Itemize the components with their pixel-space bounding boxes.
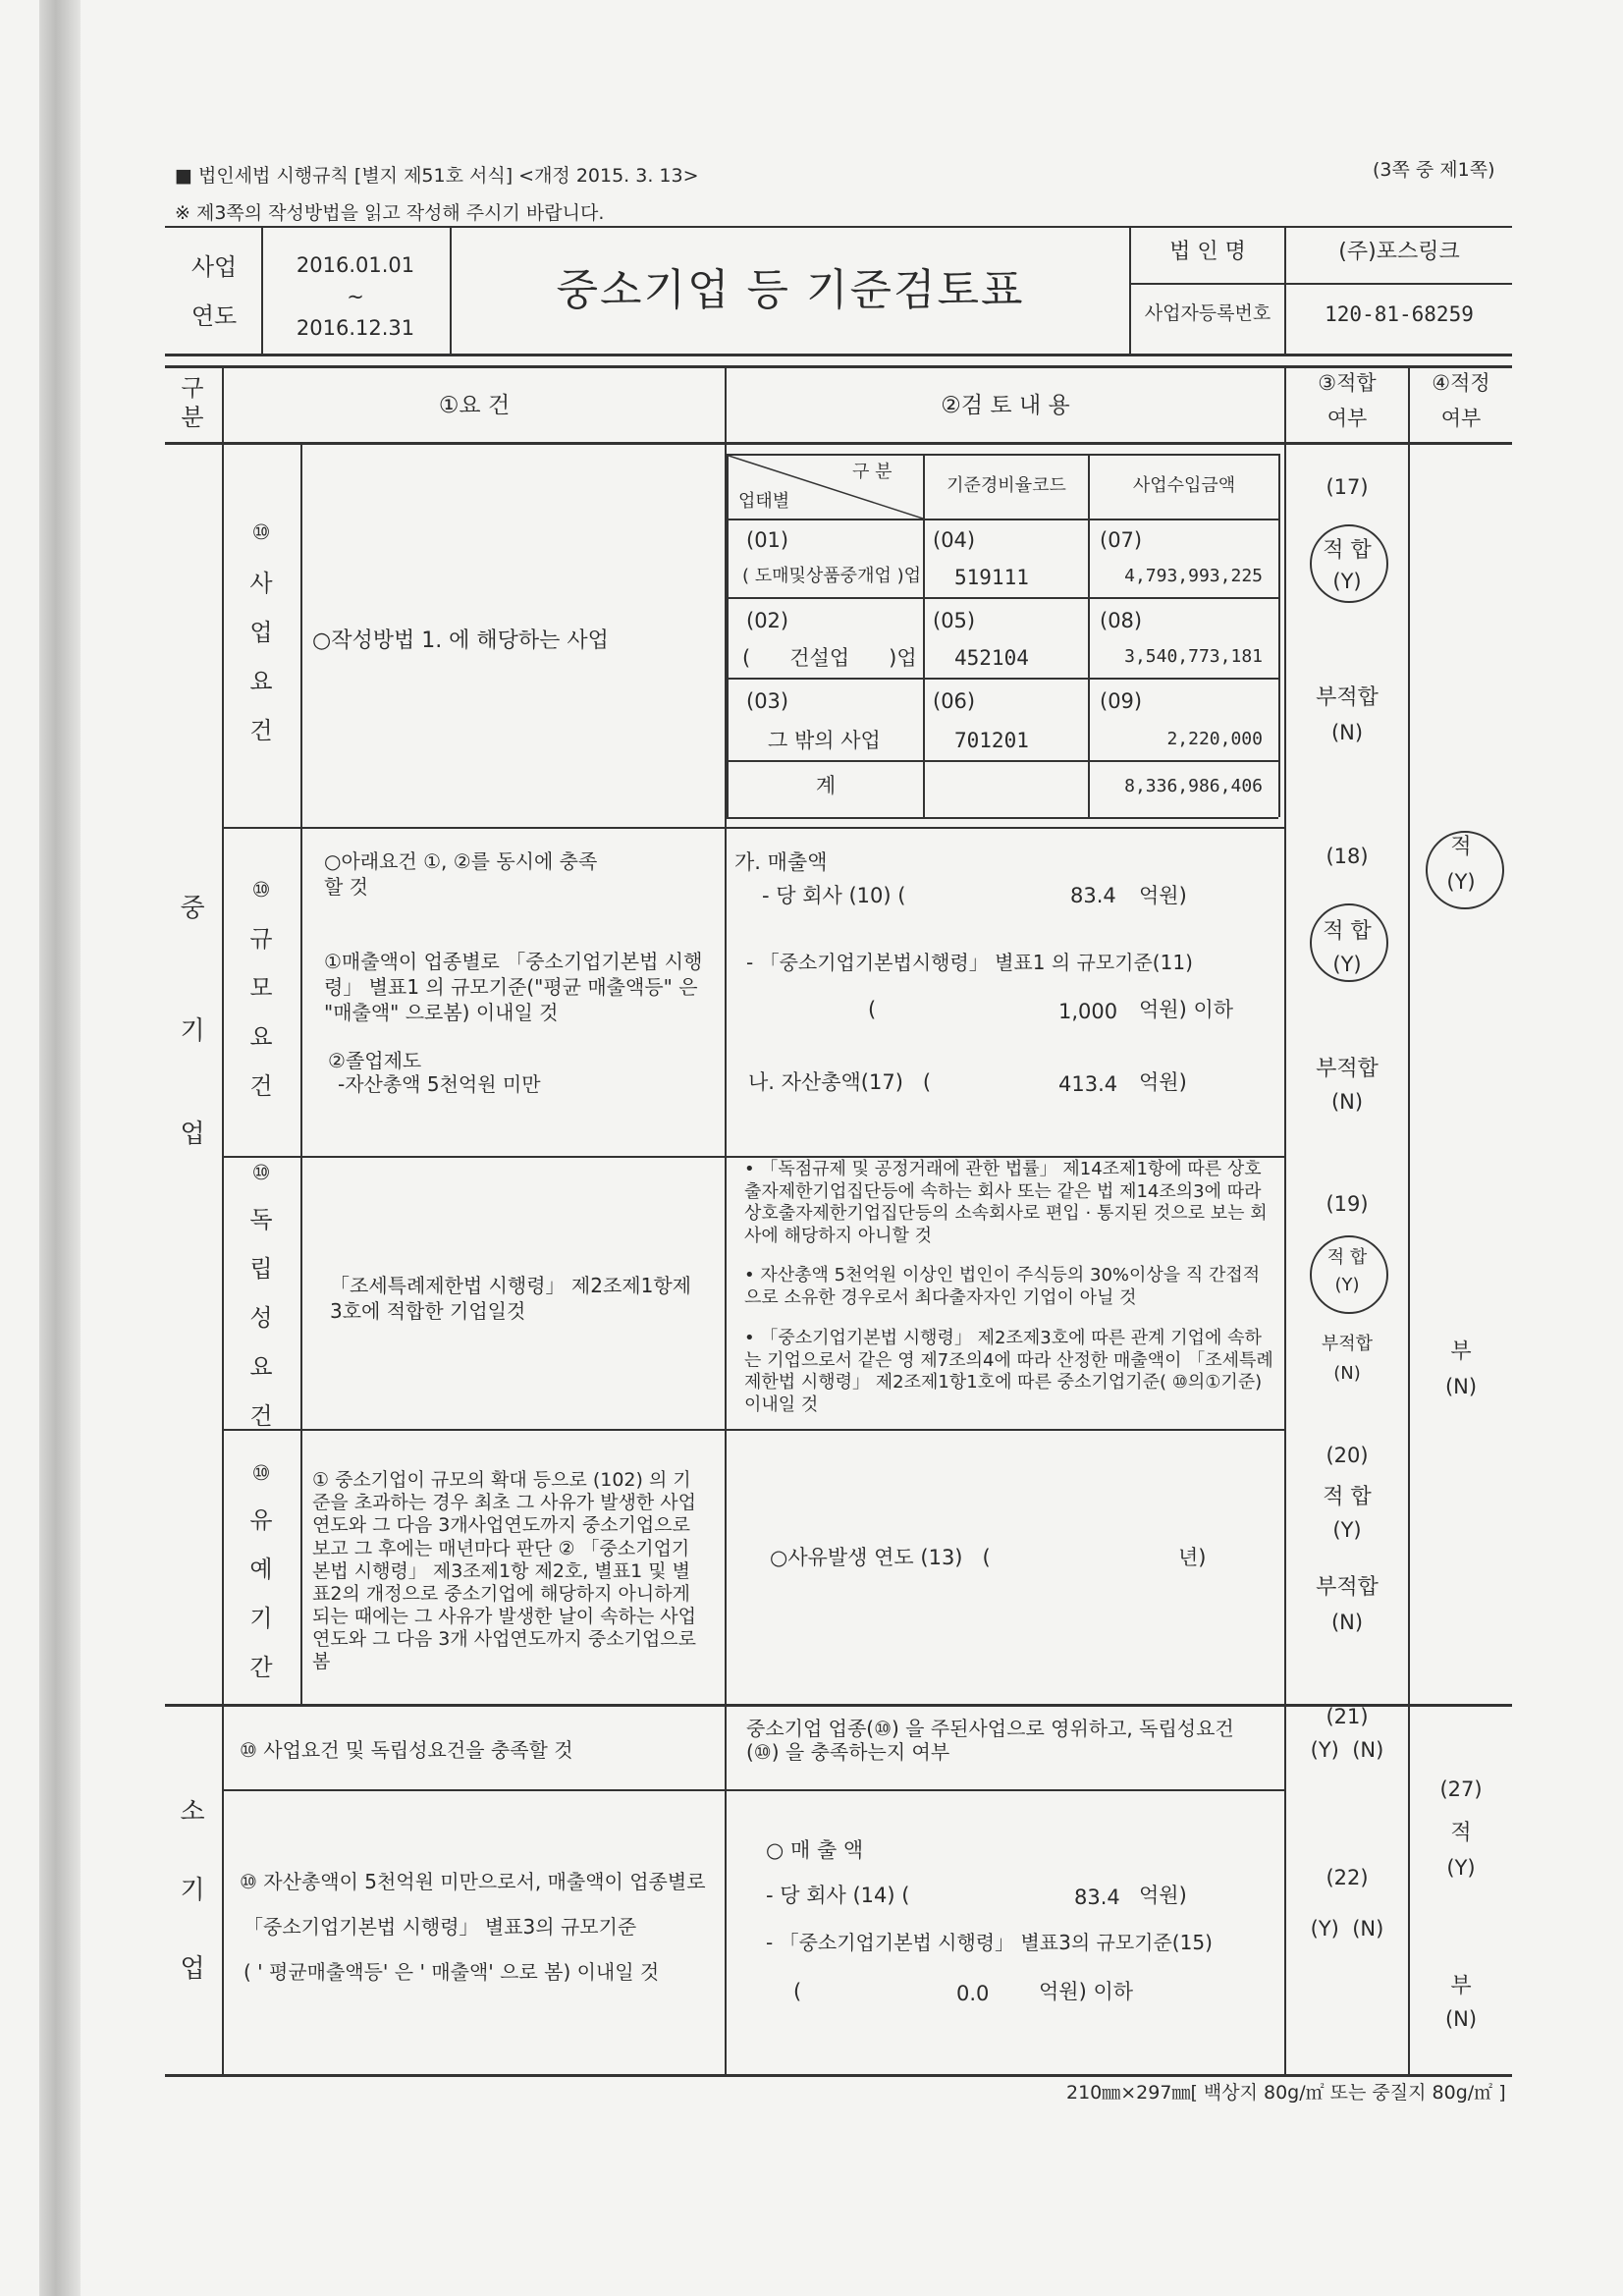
r105-fit-yn: (Y) (N): [1310, 1738, 1384, 1762]
r104-label-3: 기: [249, 1605, 273, 1632]
r104-fit-yes-y: (Y): [1332, 1518, 1362, 1542]
sme-label-3: 업: [180, 1120, 205, 1149]
sme-proper-yes: 적: [1450, 835, 1472, 859]
r101-label-3: 요: [249, 668, 273, 695]
fit-header: ③적합: [1318, 371, 1377, 395]
small-proper-no-n: (N): [1444, 2007, 1478, 2031]
r103-fit-yes-y: (Y): [1334, 1275, 1360, 1295]
r102-review-standard-open: (: [868, 998, 877, 1021]
r101-number: ⑩: [251, 520, 271, 544]
small-proper-yes-y: (Y): [1446, 1856, 1476, 1880]
row3-no-09: (09): [1100, 689, 1143, 713]
r102-fit-yes-y: (Y): [1332, 953, 1362, 976]
date-tilde: ~: [347, 285, 364, 308]
inner-hdr-amount: 사업수입금액: [1132, 475, 1236, 496]
r103-label-4: 요: [249, 1353, 273, 1381]
r103-review-3: • 「중소기업기본법 시행령」 제2조제3호에 따른 관계 기업에 속하는 기업으로서 같은 영 제7조의4에 따라 산정한 매출액이 「조세특례제한법 시행령」 제2조제1항1호에 따른 중소기업기준( ⑩의①기준) 이내일 것: [744, 1328, 1273, 1415]
total-label: 계: [815, 774, 837, 797]
row1-code: 519111: [954, 566, 1029, 589]
r101-label-1: 사: [249, 570, 273, 597]
r102-label-2: 모: [249, 974, 273, 1002]
r106-review-standard-value: 0.0: [956, 1982, 990, 2005]
r106-fit-yn: (Y) (N): [1310, 1917, 1384, 1941]
small-label-1: 소: [180, 1797, 205, 1827]
year-label-1: 사업: [190, 253, 238, 281]
row3-no-03: (03): [746, 689, 789, 713]
r102-fit-no: 부적합: [1316, 1057, 1379, 1081]
r102-req-graduation: ②졸업제도: [328, 1049, 422, 1072]
r102-label-3: 요: [249, 1023, 273, 1051]
r101-label-2: 업: [249, 619, 273, 646]
sme-proper-no: 부: [1450, 1339, 1472, 1364]
r102-fit-yes: 적 합: [1323, 919, 1372, 944]
fit-header-2: 여부: [1326, 407, 1368, 430]
r105-fit-number: (21): [1325, 1705, 1369, 1728]
date-to: 2016.12.31: [296, 316, 415, 340]
sme-label-1: 중: [180, 894, 205, 923]
r102-review-standard-value: 1,000: [1058, 1000, 1118, 1023]
r101-requirement: ○작성방법 1. 에 해당하는 사업: [312, 629, 609, 653]
r104-fit-yes: 적 합: [1323, 1485, 1372, 1509]
inner-hdr-industry: 업태별: [738, 491, 790, 512]
row3-code: 701201: [954, 729, 1029, 752]
inner-hdr-code: 기준경비율코드: [947, 475, 1066, 496]
row3-no-06: (06): [933, 689, 976, 713]
r105-requirement: ⑩ 사업요건 및 독립성요건을 충족할 것: [240, 1738, 573, 1762]
r102-review-standard-unit: 억원) 이하: [1139, 998, 1234, 1021]
r103-fit-yes: 적 합: [1326, 1247, 1368, 1268]
row1-no-04: (04): [933, 528, 976, 552]
r102-label-1: 규: [249, 925, 273, 953]
r103-label-5: 건: [249, 1402, 273, 1430]
r102-review-sales: 가. 매출액: [734, 850, 828, 874]
date-from: 2016.01.01: [296, 253, 415, 277]
r106-review-standard: - 「중소기업기본법 시행령」 별표3의 규모기준(15): [766, 1931, 1213, 1954]
r102-fit-number: (18): [1325, 845, 1369, 868]
paper-spec: 210㎜×297㎜[ 백상지 80g/㎡ 또는 중질지 80g/㎡ ]: [1066, 2082, 1506, 2104]
r106-fit-number: (22): [1325, 1866, 1369, 1889]
r104-number: ⑩: [251, 1461, 271, 1485]
binding-shadow: [39, 0, 81, 2296]
small-proper-no: 부: [1450, 1974, 1472, 1998]
r104-fit-number: (20): [1325, 1444, 1369, 1467]
r102-review-assets: 나. 자산총액(17) (: [748, 1070, 932, 1094]
row1-no-07: (07): [1100, 528, 1143, 552]
r106-review-standard-unit: 억원) 이하: [1039, 1980, 1134, 2003]
row1-no-01: (01): [746, 528, 789, 552]
small-proper-number: (27): [1439, 1777, 1483, 1801]
row3-industry: 그 밖의 사업: [768, 729, 881, 752]
r102-fit-no-n: (N): [1330, 1090, 1364, 1114]
r101-fit-number: (17): [1325, 475, 1369, 499]
r102-req-assets: -자산총액 5천억원 미만: [338, 1072, 541, 1096]
form-reference: ■ 법인세법 시행규칙 [별지 제51호 서식] <개정 2015. 3. 13>: [175, 165, 699, 187]
r106-review-company-value: 83.4: [1074, 1886, 1120, 1909]
r103-review-1: • 「독점규제 및 공정거래에 관한 법률」 제14조제1항에 따른 상호출자제한기업집단등에 속하는 회사 또는 같은 법 제14조의3에 따라 상호출자제한기업집단등의 소속회사로 편입 · 통지된 것으로 보는 회사에 해당하지 아니할 것: [744, 1159, 1268, 1246]
small-label-3: 업: [180, 1954, 205, 1984]
r101-label-4: 건: [249, 717, 273, 744]
review-header: ②검 토 내 용: [941, 393, 1070, 418]
r103-fit-no: 부적합: [1321, 1334, 1374, 1354]
r102-review-company: - 당 회사 (10) (: [762, 884, 906, 907]
r103-label-3: 성: [249, 1304, 273, 1332]
r104-fit-no: 부적합: [1316, 1575, 1379, 1600]
r104-label-1: 유: [249, 1506, 273, 1534]
r101-fit-yes-y: (Y): [1332, 570, 1362, 593]
r103-requirement: 「조세특례제한법 시행령」 제2조제1항제3호에 적합한 기업일것: [330, 1274, 691, 1323]
r104-fit-no-n: (N): [1330, 1611, 1364, 1634]
r105-review: 중소기업 업종(⑩) 을 주된사업으로 영위하고, 독립성요건(⑩) 을 충족하는지 여부: [746, 1717, 1234, 1764]
corp-name: (주)포스링크: [1338, 240, 1460, 264]
r101-fit-no-n: (N): [1330, 721, 1364, 744]
row2-industry: ( 건설업 )업: [742, 646, 917, 670]
row2-code: 452104: [954, 646, 1029, 670]
r102-review-standard: - 「중소기업기본법시행령」 별표1 의 규모기준(11): [746, 951, 1193, 974]
row2-no-05: (05): [933, 609, 976, 632]
r101-fit-yes: 적 합: [1323, 538, 1372, 563]
proper-header-2: 여부: [1440, 407, 1482, 430]
sme-proper-no-n: (N): [1444, 1375, 1478, 1398]
biz-no: 120-81-68259: [1325, 302, 1474, 326]
sme-label-2: 기: [180, 1016, 205, 1046]
r106-review-standard-open: (: [793, 1980, 802, 2003]
r106-review-company: - 당 회사 (14) (: [766, 1884, 910, 1907]
sme-proper-yes-y: (Y): [1446, 870, 1476, 894]
r102-label-4: 건: [249, 1072, 273, 1100]
r103-fit-no-n: (N): [1333, 1363, 1361, 1384]
division-header: 구분: [181, 374, 204, 431]
r102-req-sales: ①매출액이 업종별로 「중소기업기본법 시행령」 별표1 의 규모기준("평균 매출액등" 은 "매출액" 으로봄) 이내일 것: [324, 950, 703, 1024]
row1-amount: 4,793,993,225: [1124, 566, 1263, 586]
row2-no-08: (08): [1100, 609, 1143, 632]
instruction-note: ※ 제3쪽의 작성방법을 읽고 작성해 주시기 바랍니다.: [175, 202, 605, 224]
r102-review-assets-value: 413.4: [1058, 1072, 1118, 1096]
proper-header: ④적정: [1432, 371, 1490, 395]
year-label-2: 연도: [190, 302, 238, 330]
r102-review-company-value: 83.4: [1070, 884, 1116, 907]
r106-req-2: 「중소기업기본법 시행령」 별표3의 규모기준: [243, 1915, 637, 1939]
document-title: 중소기업 등 기준검토표: [556, 265, 1025, 315]
r104-label-2: 예: [249, 1556, 273, 1583]
r103-fit-number: (19): [1325, 1192, 1369, 1216]
small-label-2: 기: [180, 1876, 205, 1905]
page-number: (3쪽 중 제1쪽): [1373, 159, 1495, 181]
r104-review-unit: 년): [1178, 1546, 1207, 1569]
r103-label-2: 립: [249, 1255, 273, 1283]
r104-requirement: ① 중소기업이 규모의 확대 등으로 (102) 의 기준을 초과하는 경우 최초 그 사유가 발생한 사업연도와 그 다음 3개사업연도까지 중소기업으로 보고 그 후에는 매년마다 판단 ② 「중소기업기본법 시행령」 제3조제1항 제2호, 별표1 및 별표2의 개정으로 중소기업에 해당하지 아니하게 되는 때에는 그 사유가 발생한 날이 속하는 사업연도와 그 다음 3개 사업연도까지 중소기업으로 봄: [312, 1469, 697, 1673]
small-proper-yes: 적: [1450, 1821, 1472, 1845]
inner-hdr-division: 구 분: [852, 462, 893, 482]
r102-review-company-unit: 억원): [1139, 884, 1187, 907]
requirement-header: ①요 건: [438, 393, 511, 418]
r102-req-intro: ○아래요건 ①, ②를 동시에 충족할 것: [324, 849, 598, 899]
biz-no-label: 사업자등록번호: [1144, 302, 1271, 324]
r104-review: ○사유발생 연도 (13) (: [770, 1546, 991, 1569]
r104-label-4: 간: [249, 1654, 273, 1681]
corp-name-label: 법 인 명: [1169, 240, 1246, 264]
r106-req-3: ( ' 평균매출액등' 은 ' 매출액' 으로 봄) 이내일 것: [243, 1960, 660, 1984]
r102-review-assets-unit: 억원): [1139, 1070, 1187, 1094]
r106-review-company-unit: 억원): [1139, 1884, 1187, 1907]
row3-amount: 2,220,000: [1166, 729, 1263, 749]
row1-industry: ( 도매및상품중개업 )업: [742, 566, 921, 586]
row2-no-02: (02): [746, 609, 789, 632]
r106-review-sales: ○ 매 출 액: [766, 1838, 864, 1862]
row2-amount: 3,540,773,181: [1124, 646, 1263, 667]
r103-review-2: • 자산총액 5천억원 이상인 법인이 주식등의 30%이상을 직 간접적으로 소유한 경우로서 최다출자자인 기업이 아닐 것: [744, 1265, 1261, 1308]
r103-label-1: 독: [249, 1206, 273, 1233]
r103-number: ⑩: [251, 1161, 271, 1184]
r106-req-1: ⑩ 자산총액이 5천억원 미만으로서, 매출액이 업종별로: [240, 1870, 706, 1893]
total-amount: 8,336,986,406: [1124, 776, 1263, 796]
r102-number: ⑩: [251, 878, 271, 902]
r101-fit-no: 부적합: [1316, 685, 1379, 710]
